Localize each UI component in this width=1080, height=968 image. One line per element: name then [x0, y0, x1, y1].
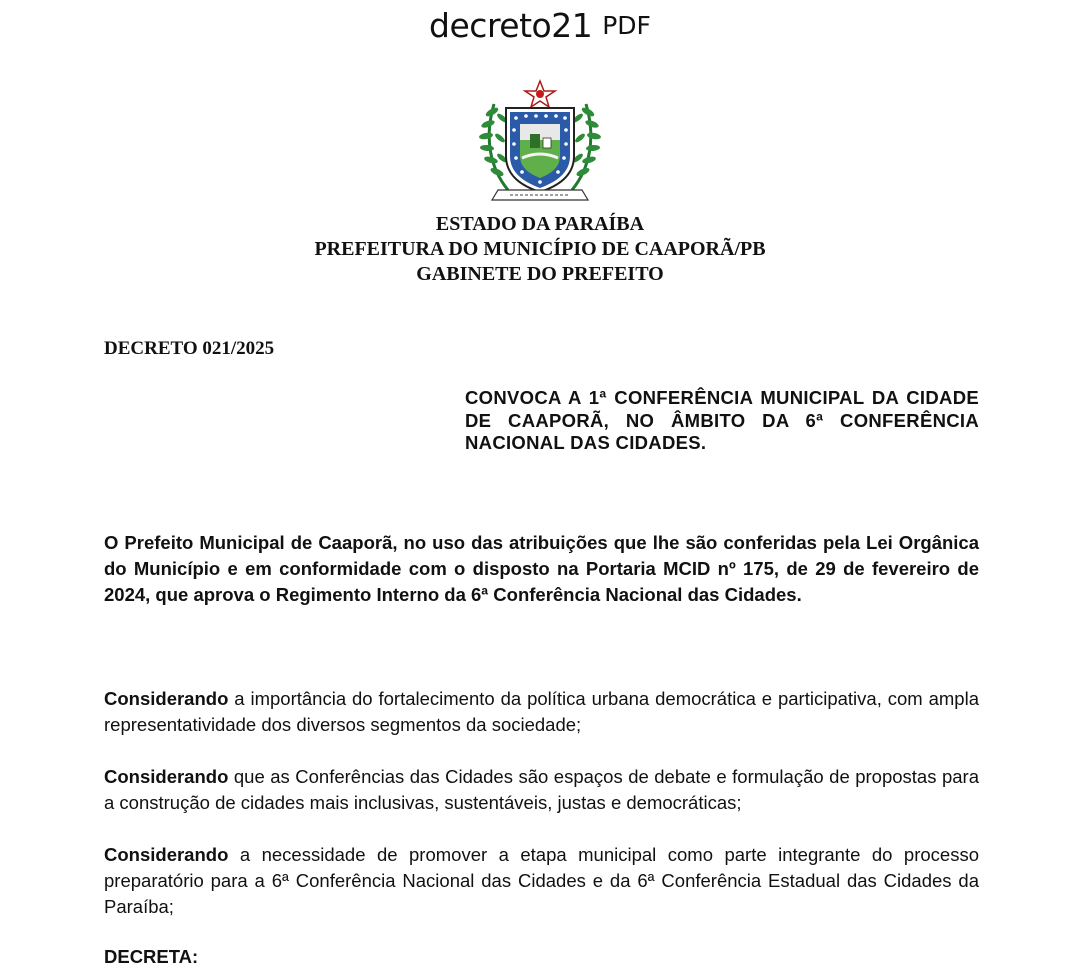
consideration-lead: Considerando [104, 766, 229, 787]
decree-preamble: O Prefeito Municipal de Caaporã, no uso das atribuições que lhe são conferidas pela Lei Orgânica do Município e em conformidade com o disposto na Portaria MCID nº 175, de 29 de fevereiro de 2024, que aprova o Regimento Interno da 6ª Conferência Nacional das Cidades. [104, 532, 979, 605]
consideration-paragraph [104, 842, 979, 920]
consideration-paragraph [104, 764, 979, 816]
consideration-lead: Considerando [104, 688, 229, 709]
document-header [0, 212, 1080, 287]
consideration-paragraph [104, 686, 979, 738]
state-heading: ESTADO DA PARAÍBA [435, 213, 645, 235]
viewer-title-bar [0, 6, 1080, 45]
decree-ementa: CONVOCA A 1ª CONFERÊNCIA MUNICIPAL DA CIDADE DE CAAPORÃ, NO ÂMBITO DA 6ª CONFERÊNCIA NACIONAL DAS CIDADES. [465, 387, 979, 453]
coat-of-arms-emblem [470, 78, 610, 208]
consideration-text: a importância do fortalecimento da política urbana democrática e participativa, com ampla representatividade dos diversos segmentos da sociedade; [104, 688, 979, 735]
consideration-lead: Considerando [104, 844, 229, 865]
file-type-label: PDF [602, 11, 651, 40]
decreta-heading: DECRETA: [104, 946, 199, 967]
consideration-text: que as Conferências das Cidades são espaços de debate e formulação de propostas para a construção de cidades mais inclusivas, sustentáveis, justas e democráticas; [104, 766, 979, 813]
decree-number: DECRETO 021/2025 [104, 338, 275, 359]
consideration-text: a necessidade de promover a etapa municipal como parte integrante do processo preparatório para a 6ª Conferência Nacional das Cidades e da 6ª Conferência Estadual das Cidades da Paraíba; [104, 844, 979, 917]
file-name: decreto21 [429, 6, 593, 45]
office-heading: GABINETE DO PREFEITO [416, 263, 664, 285]
municipality-heading: PREFEITURA DO MUNICÍPIO DE CAAPORÃ/PB [314, 238, 766, 260]
